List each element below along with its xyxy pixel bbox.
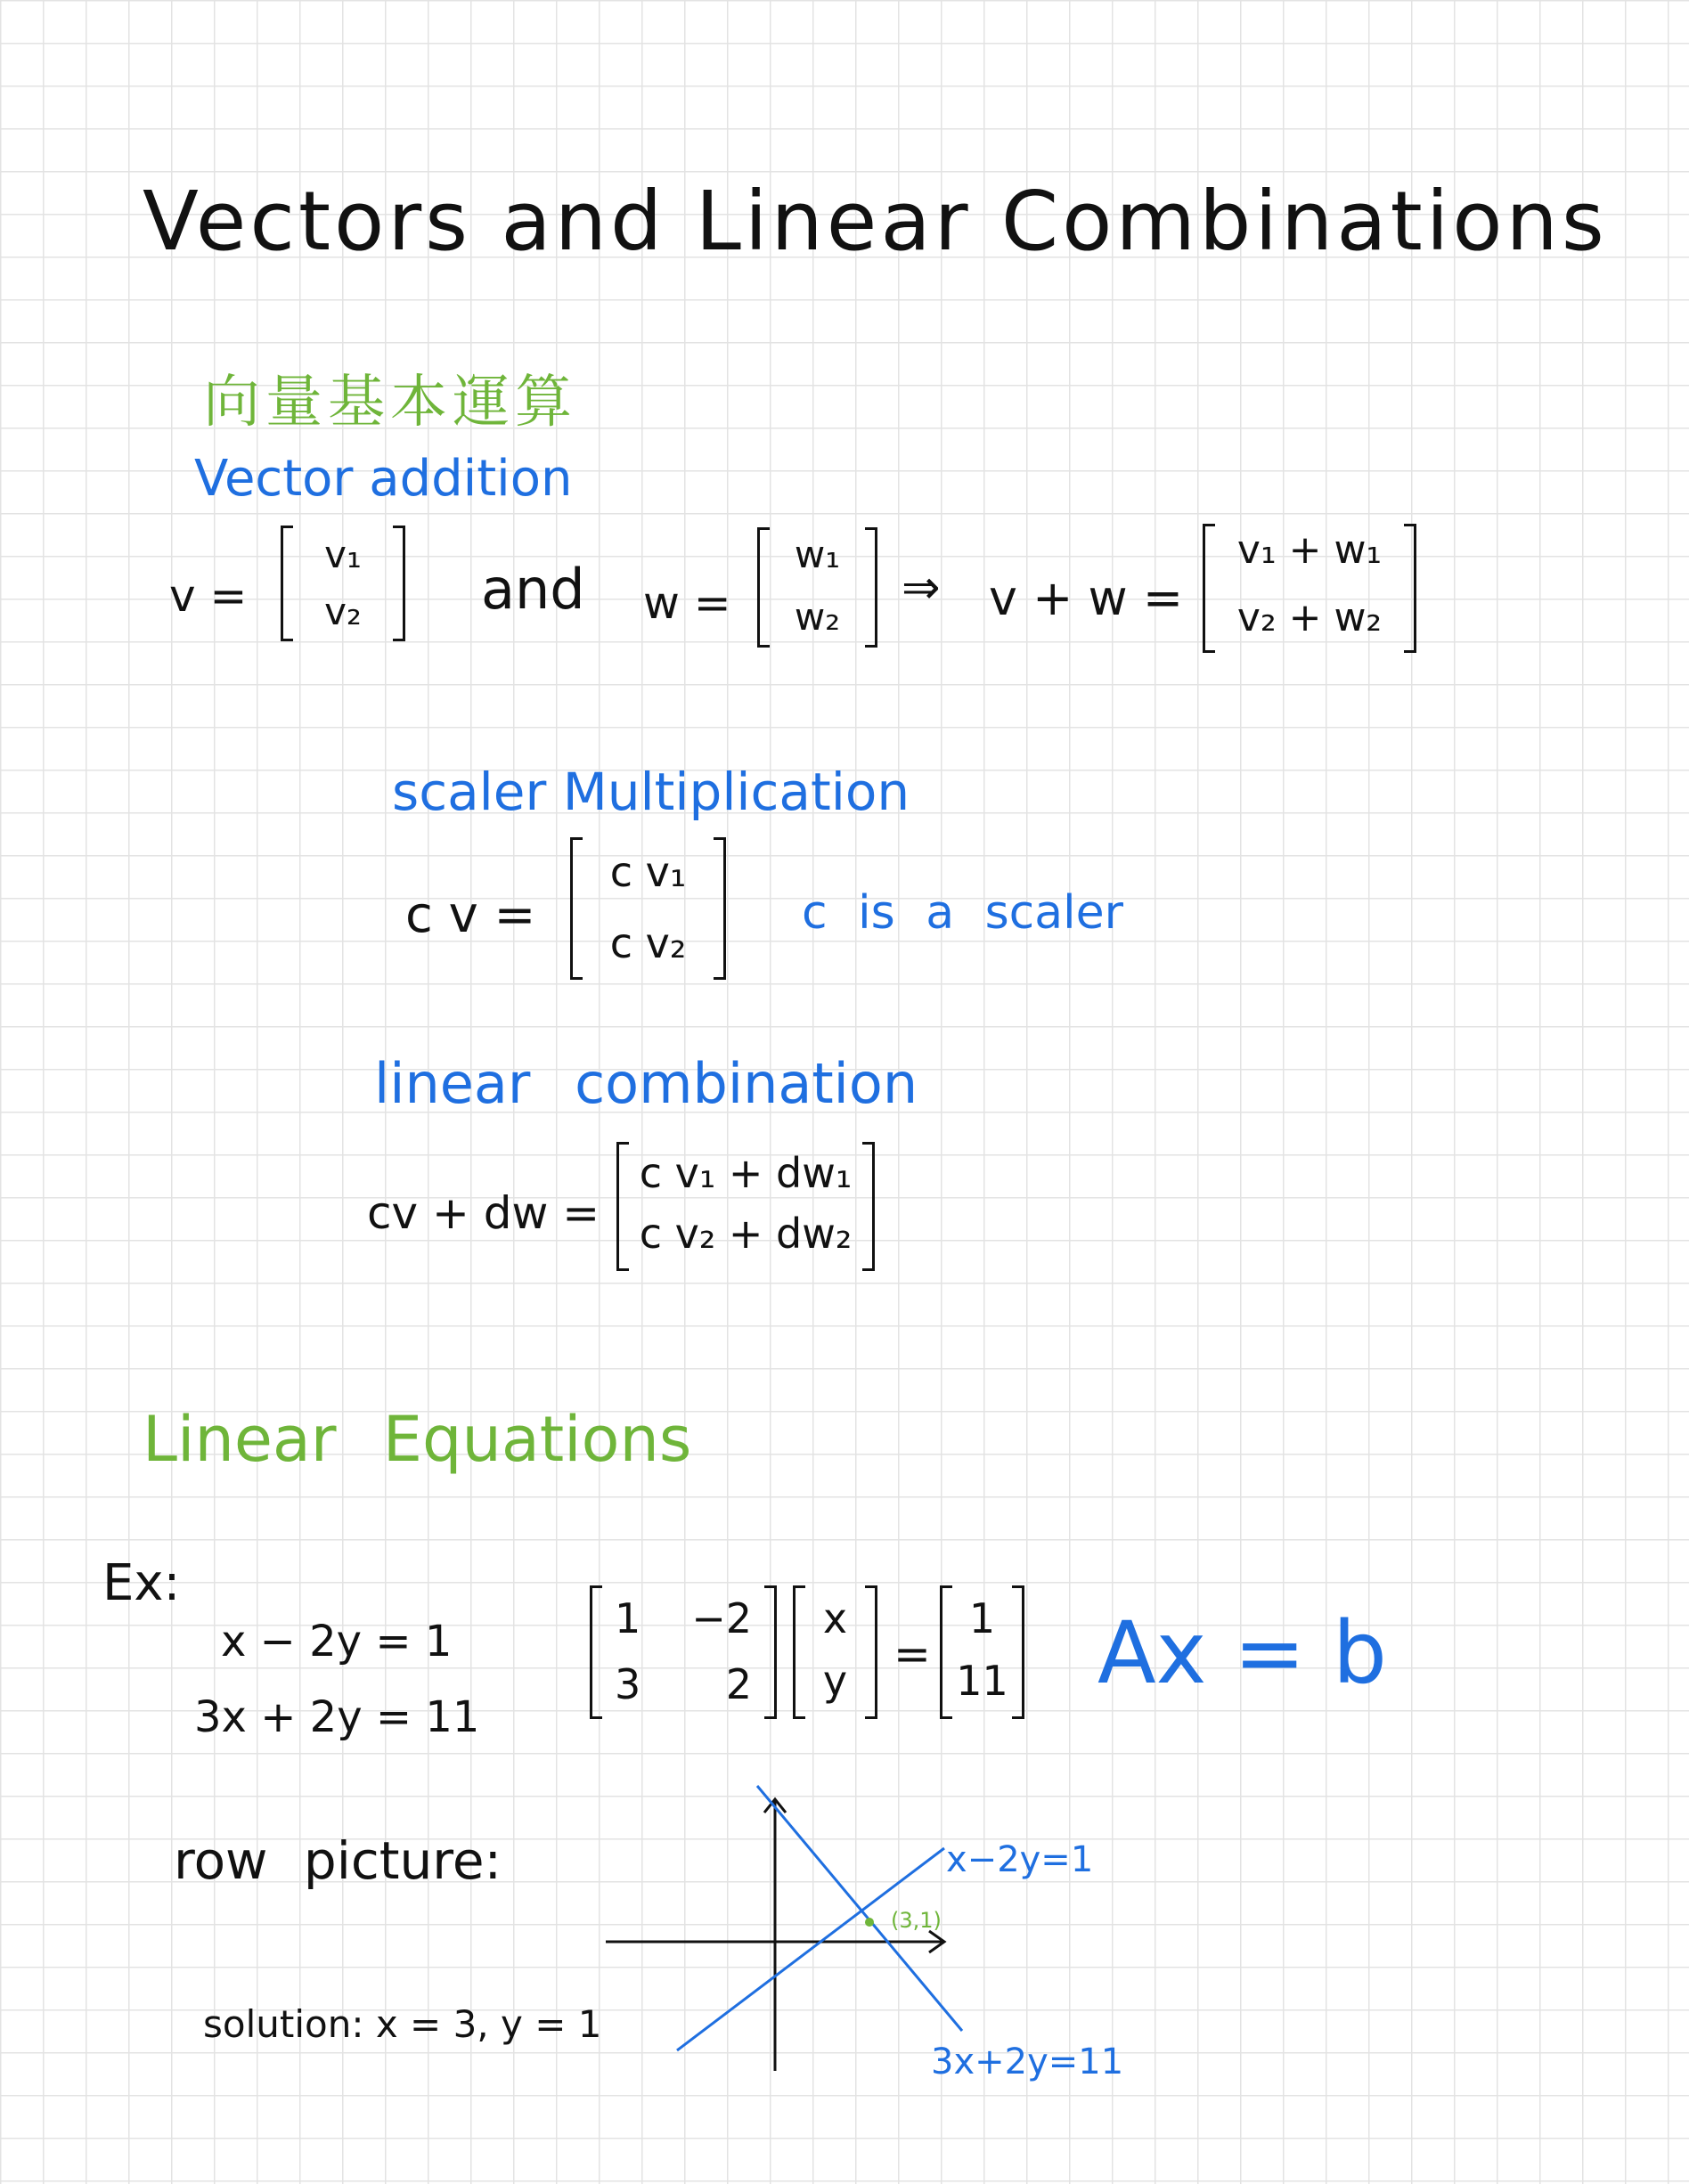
combination-vector — [616, 1142, 875, 1271]
intersection-point — [865, 1918, 874, 1927]
w-entry-1: w₁ — [794, 533, 841, 576]
solution-text: solution: x = 3, y = 1 — [203, 2002, 602, 2046]
scalar-lhs: c v = — [405, 886, 536, 944]
sum-lhs: v + w = — [989, 570, 1184, 626]
row-picture-label: row picture: — [174, 1830, 502, 1891]
combination-entry-2: c v₂ + dw₂ — [639, 1210, 853, 1258]
scalar-entry-1: c v₁ — [609, 848, 687, 896]
compact-form: Ax = b — [1097, 1603, 1387, 1703]
intersection-label: (3,1) — [891, 1908, 942, 1933]
matrix-equals: = — [893, 1628, 931, 1680]
v-entry-2: v₂ — [324, 590, 362, 633]
scalar-vector — [570, 837, 726, 980]
vector-addition-label: Vector addition — [194, 450, 573, 508]
combination-lhs: cv + dw = — [367, 1187, 600, 1239]
vector-b-entry-1: 1 — [968, 1594, 996, 1642]
scalar-multiplication-label: scaler Multiplication — [392, 762, 910, 822]
vector-x-entry-2: y — [822, 1657, 848, 1705]
scalar-entry-2: c v₂ — [609, 919, 687, 967]
vector-x-entry-1: x — [822, 1594, 848, 1642]
matrix-A-r1c2: −2 — [691, 1594, 752, 1642]
section-heading-zh: 向量基本運算 — [203, 370, 577, 436]
equation-1: x − 2y = 1 — [221, 1617, 453, 1667]
sum-entry-1: v₁ + w₁ — [1236, 527, 1383, 573]
linear-equations-heading: Linear Equations — [143, 1403, 692, 1476]
matrix-A-r2c1: 3 — [615, 1660, 641, 1708]
matrix-A-r2c2: 2 — [725, 1660, 752, 1708]
scalar-note: c is a scaler — [802, 886, 1123, 940]
equation-2: 3x + 2y = 11 — [194, 1692, 480, 1742]
line2-label: 3x+2y=11 — [931, 2041, 1124, 2082]
w-vector — [757, 527, 877, 648]
sum-vector — [1203, 524, 1416, 653]
matrix-A-r1c1: 1 — [615, 1594, 641, 1642]
linear-combination-label: linear combination — [374, 1051, 918, 1116]
vector-x — [793, 1585, 877, 1719]
line1-label: x−2y=1 — [946, 1839, 1094, 1880]
vector-b — [940, 1585, 1024, 1719]
implies-arrow: ⇒ — [902, 561, 941, 615]
vector-b-entry-2: 11 — [956, 1657, 1008, 1705]
matrix-A — [590, 1585, 777, 1719]
sum-entry-2: v₂ + w₂ — [1236, 595, 1383, 640]
line-x-minus-2y — [677, 1848, 944, 2050]
and-word: and — [481, 557, 585, 622]
v-entry-1: v₁ — [324, 533, 362, 576]
v-vector — [281, 526, 405, 641]
combination-entry-1: c v₁ + dw₁ — [639, 1149, 853, 1197]
w-lhs: w = — [643, 577, 731, 629]
example-label: Ex: — [102, 1554, 181, 1612]
w-entry-2: w₂ — [794, 595, 841, 639]
v-lhs: v = — [169, 570, 248, 622]
page-title: Vectors and Linear Combinations — [143, 174, 1608, 269]
